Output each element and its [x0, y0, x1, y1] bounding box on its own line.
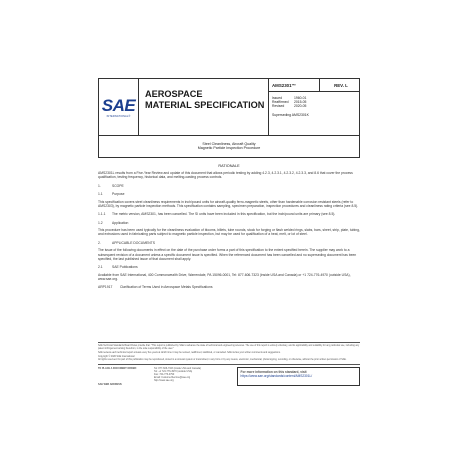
date-label: Revised	[272, 104, 285, 109]
footer-review: SAE reviews each technical report at least every five years at which time it may be revised, reaffirmed, stabilized, or cancelled. SAE invites your written comments and suggestions.	[98, 351, 281, 354]
reference-title: Clarification of Terms Used in Aerospace Metals Specifications	[120, 285, 213, 290]
section-heading	[98, 184, 360, 188]
section-title: Purpose	[112, 192, 125, 197]
order-email: Email: CustomerService@sae.org	[154, 375, 191, 379]
order-label: TO PLACE A DOCUMENT ORDER:	[98, 366, 137, 370]
subject-line-1: Steel Cleanliness, Aircraft Quality	[202, 142, 256, 146]
date-value: 2020-05	[294, 104, 307, 109]
section-title: APPLICABLE DOCUMENTS	[112, 240, 155, 245]
title-line-1: AEROSPACE	[145, 89, 203, 99]
order-row	[98, 379, 237, 382]
order-tel: Tel: +1 724-776-4970 (outside USA)	[154, 369, 193, 373]
section-text: This specification covers steel cleanliness requirements in inch/pound units for aircraft-quality ferro-magnetic steels, other than hardenable corrosion resistant steels (refer to AMS2303), by magnetic particle inspection methods. This specification contains sampling, specimen preparation, inspection procedures and cleanliness rating criteria (see 8.5).	[98, 199, 359, 208]
section-title: SCOPE	[112, 183, 124, 188]
document-body	[98, 171, 360, 290]
section-number: 2.1	[98, 265, 103, 270]
document-sheet	[98, 78, 360, 290]
doc-revision: REV. L	[334, 83, 348, 88]
sae-logo	[99, 79, 139, 135]
section-heading	[98, 265, 360, 269]
section-text: The issue of the following documents in effect on the date of the purchase order forms a part of this specification to the extent specified herein. The supplier may work to a subsequent revision of a document unless a specific document issue is specified. When the referenced document has been cancelled and no superseding document has been specified, the last published issue of that document shall apply.	[98, 248, 357, 261]
section-heading	[98, 221, 360, 225]
order-fax: Fax: 724-776-0790	[154, 372, 175, 376]
document-footer	[98, 342, 360, 386]
footer-notice: SAE Technical Standards Board Rules provide that: "This report is published by SAE to advance the state of technical and engineering sciences. The use of this report is entirely voluntary, and its applicability and suitability for any particular use, including any patent infringement arising therefrom, is the sole responsibility of the user."	[98, 345, 360, 351]
info-heading: For more information on this standard, visit	[240, 369, 307, 374]
subsection	[98, 212, 360, 216]
doc-title	[139, 79, 269, 135]
reference-entry	[98, 285, 360, 289]
date-value: 2015-05	[294, 100, 307, 105]
section-number: 1.	[98, 183, 101, 188]
section-heading	[98, 192, 360, 196]
doc-meta	[269, 79, 359, 135]
section-title: SAE Publications	[112, 265, 138, 270]
section-number: 1.1	[98, 192, 103, 197]
info-link[interactable]: https://www.sae.org/standards/content/AMS2301L/	[240, 373, 313, 378]
doc-number: AMS2301™	[269, 79, 320, 91]
doc-subject	[98, 136, 360, 158]
section-text: This procedure has been used typically for the cleanliness evaluation of blooms, billets, tube rounds, stock for forging or flash welded rings, slabs, bars, sheet, strip, plate, tubing, and extrusions used in fabricating parts subject to magnetic particle inspection, but may be used for qualification of a heat, melt, or lot of steel.	[98, 228, 360, 237]
order-web[interactable]: http://www.sae.org	[154, 378, 174, 382]
document-header	[98, 78, 360, 136]
rationale-text: AMS2301L results from a Five-Year Review and update of this document that allows periodic testing by adding 4.2.3, 4.2.3.1, 4.2.3.2, 4.2.3.3, and 8.6 that cover the process qualification, testing frequency, historical data, and melting-casting process controls.	[98, 171, 353, 180]
info-box	[237, 367, 360, 386]
order-tel: Tel: 877-606-7323 (inside USA and Canada)	[154, 366, 201, 370]
section-number: 1.2	[98, 220, 103, 225]
superseding-note: Superseding AMS2301K	[272, 112, 309, 117]
document-page	[88, 70, 370, 388]
web-address-label: SAE WEB ADDRESS:	[98, 382, 123, 386]
section-text: The metric version, AMS2301, has been cancelled. The SI units have been included in this specification, but the inch/pound units are primary (see 8.5).	[112, 212, 336, 217]
section-number: 2.	[98, 240, 101, 245]
section-text: Available from SAE International, 400 Commonwealth Drive, Warrendale, PA 15096-0001, Tel: 877-606-7323 (inside USA and Canada) or +1 724-776-4970 (outside USA), www.sae.org.	[98, 272, 351, 281]
date-label: Issued	[272, 96, 282, 100]
footer-rights: All rights reserved. No part of this publication may be reproduced, stored in a retrieval system or transmitted, in any form or by any means, electronic, mechanical, photocopying, recording, or otherwise, without the prior written permission of SAE.	[98, 359, 347, 362]
reference-number: ARP1917	[98, 285, 113, 290]
rationale-heading: RATIONALE	[218, 164, 240, 168]
date-label: Reaffirmed	[272, 100, 289, 105]
logo-subtext: INTERNATIONAL®	[106, 114, 131, 118]
title-line-2: MATERIAL SPECIFICATION	[145, 99, 265, 110]
footer-copyright: Copyright © 2020 SAE International	[98, 355, 135, 358]
date-value: 1960-01	[294, 96, 307, 100]
section-heading	[98, 241, 360, 245]
doc-dates	[269, 92, 359, 109]
logo-mark: SAE	[101, 95, 136, 115]
subject-line-2: Magnetic Particle Inspection Procedure	[197, 146, 261, 151]
contact-block	[98, 364, 360, 386]
doc-id-row	[269, 79, 359, 92]
order-info	[98, 365, 237, 386]
section-number: 1.1.1	[98, 212, 106, 217]
section-title: Application	[112, 220, 129, 225]
